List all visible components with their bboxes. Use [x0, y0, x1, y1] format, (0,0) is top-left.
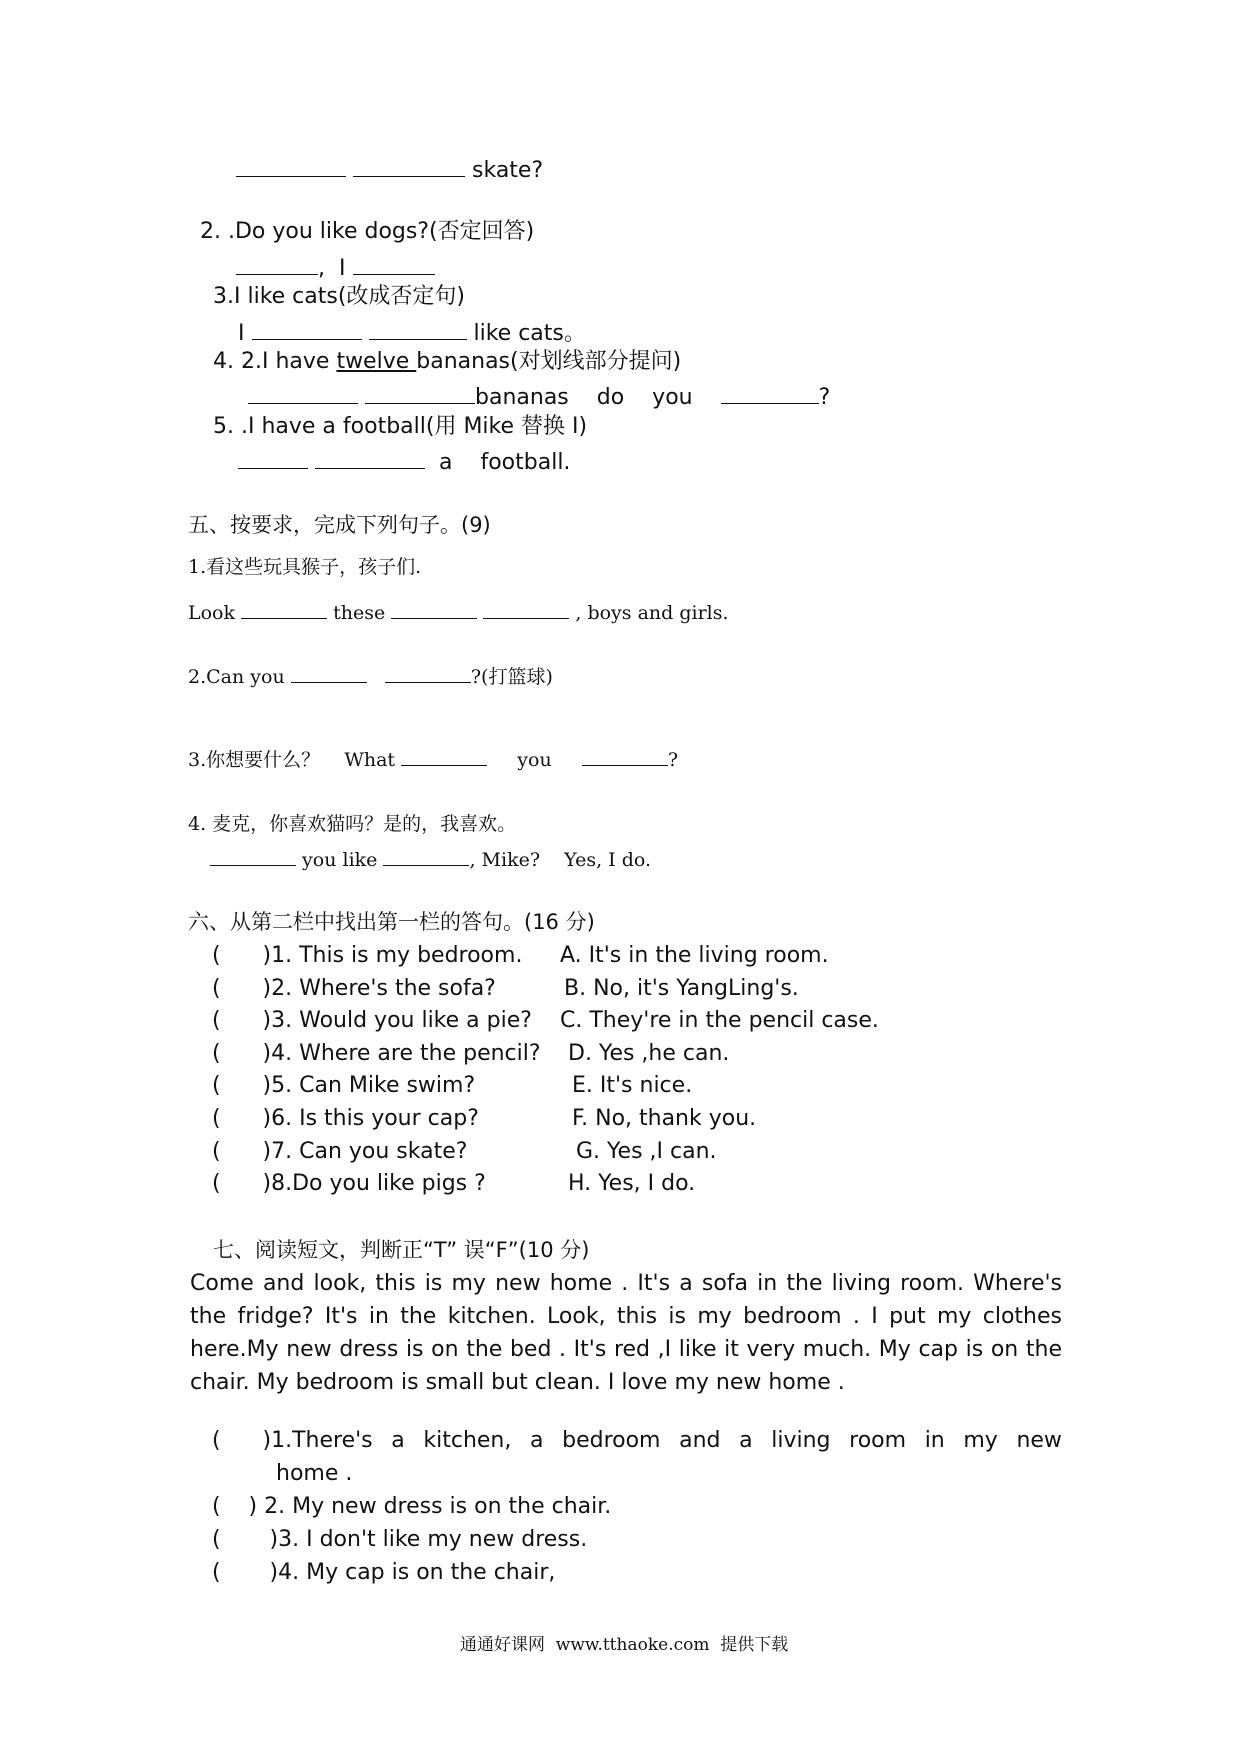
word: my [963, 1428, 998, 1453]
s7-q1 [212, 1430, 1062, 1452]
word: a [391, 1428, 405, 1453]
blank[interactable] [241, 601, 327, 619]
question: ( )5. Can Mike swim? [212, 1073, 476, 1098]
blank[interactable] [582, 748, 668, 766]
answer: A. It's in the living room. [560, 943, 829, 968]
text: Look [188, 602, 236, 624]
s5-q4-cn: 4. 麦克，你喜欢猫吗？是的，我喜欢。 [188, 813, 517, 835]
word: a [530, 1428, 544, 1453]
blank[interactable] [721, 383, 819, 404]
text: bananas [475, 385, 569, 410]
question: ( )1. This is my bedroom. [212, 943, 523, 968]
answer: H. Yes, I do. [568, 1171, 696, 1196]
text: these [333, 602, 386, 624]
blank[interactable] [248, 383, 358, 404]
question: ( )4. Where are the pencil? [212, 1041, 541, 1066]
blank[interactable] [369, 319, 467, 340]
answer: B. No, it's YangLing's. [564, 976, 799, 1001]
blank[interactable] [391, 601, 477, 619]
text: What [344, 749, 396, 771]
text: a [439, 450, 453, 475]
text: ? [818, 385, 831, 410]
s4-line1 [236, 156, 543, 182]
s4-q5: 5. .I have a football(用 Mike 替换 I) [213, 414, 588, 439]
text: 3.你想要什么？ [188, 749, 321, 771]
blank[interactable] [401, 748, 487, 766]
word: in [924, 1428, 945, 1453]
s6-heading: 六、从第二栏中找出第一栏的答句。(16 分) [188, 910, 595, 934]
text: ( )1.There's [212, 1428, 373, 1453]
s7-q3: ( )3. I don't like my new dress. [212, 1527, 588, 1552]
answer: G. Yes ,I can. [576, 1139, 717, 1164]
text: I [339, 256, 346, 281]
question: ( )6. Is this your cap? [212, 1106, 479, 1131]
blank[interactable] [483, 601, 569, 619]
blank[interactable] [315, 448, 425, 469]
text: you like [302, 849, 378, 871]
s4-q4 [213, 351, 681, 373]
text: I [238, 321, 245, 346]
s5-q2 [188, 665, 553, 687]
s4-q3-answer [238, 319, 586, 345]
blank[interactable] [238, 448, 308, 469]
s5-q1-en [188, 601, 729, 623]
s7-q1-cont: home . [276, 1461, 353, 1486]
blank[interactable] [353, 254, 435, 275]
answer: E. It's nice. [572, 1073, 693, 1098]
word: kitchen, [423, 1428, 512, 1453]
blank[interactable] [252, 319, 362, 340]
blank[interactable] [353, 156, 465, 177]
text: football. [480, 450, 571, 475]
text: ? [667, 749, 679, 771]
s4-q5-answer [238, 448, 570, 474]
text: ?(打篮球) [470, 666, 553, 688]
blank[interactable] [236, 254, 318, 275]
answer: C. They're in the pencil case. [560, 1008, 879, 1033]
s7-q2: ( ) 2. My new dress is on the chair. [212, 1494, 612, 1519]
word: bedroom [562, 1428, 661, 1453]
text: , Mike? Yes, I do. [469, 849, 651, 871]
text: skate? [472, 158, 544, 183]
s4-q4-answer [248, 383, 830, 409]
question: ( )3. Would you like a pie? [212, 1008, 532, 1033]
blank[interactable] [365, 383, 475, 404]
word: and [679, 1428, 721, 1453]
word: a [739, 1428, 753, 1453]
text: like cats。 [473, 321, 586, 346]
blank[interactable] [210, 848, 296, 866]
question: ( )2. Where's the sofa? [212, 976, 496, 1001]
question: ( )7. Can you skate? [212, 1139, 468, 1164]
s5-q4-en [210, 848, 651, 870]
answer: F. No, thank you. [572, 1106, 757, 1131]
s7-heading: 七、阅读短文，判断正“T” 误“F”(10 分) [213, 1238, 590, 1262]
word: room [849, 1428, 907, 1453]
text: bananas(对划线部分提问) [416, 349, 682, 374]
footer: 通通好课网 www.tthaoke.com 提供下载 [460, 1635, 789, 1655]
s5-q3 [188, 748, 678, 770]
blank[interactable] [383, 848, 469, 866]
s4-q3: 3.I like cats(改成否定句) [213, 284, 466, 309]
text: , [318, 256, 325, 281]
underlined-word: twelve [336, 349, 417, 374]
s7-q4: ( )4. My cap is on the chair, [212, 1560, 556, 1585]
blank[interactable] [291, 665, 367, 683]
word: new [1016, 1428, 1062, 1453]
s5-heading: 五、按要求，完成下列句子。(9) [188, 513, 491, 537]
text: 4. 2.I have [213, 349, 337, 374]
s4-q2: 2. .Do you like dogs?(否定回答) [200, 219, 535, 244]
text: you [652, 385, 693, 410]
word: living [771, 1428, 831, 1453]
s5-q1-cn: 1.看这些玩具猴子，孩子们. [188, 556, 422, 578]
text: , boys and girls. [575, 602, 729, 624]
text: 2.Can you [188, 666, 285, 688]
answer: D. Yes ,he can. [568, 1041, 730, 1066]
blank[interactable] [236, 156, 346, 177]
question: ( )8.Do you like pigs ? [212, 1171, 486, 1196]
text: you [517, 749, 552, 771]
text: do [596, 385, 625, 410]
s4-q2-answer [236, 254, 435, 280]
blank[interactable] [385, 665, 471, 683]
s7-passage: Come and look, this is my new home . It's a sofa in the living room. Where's the fridge? It's in the kitchen. Look, this is my bedroom . I put my clothes here.My new dress is on the bed . It's red ,I like it very much. My cap is on the chair. My bedroom is small but clean. I love my new home . [190, 1271, 1062, 1395]
